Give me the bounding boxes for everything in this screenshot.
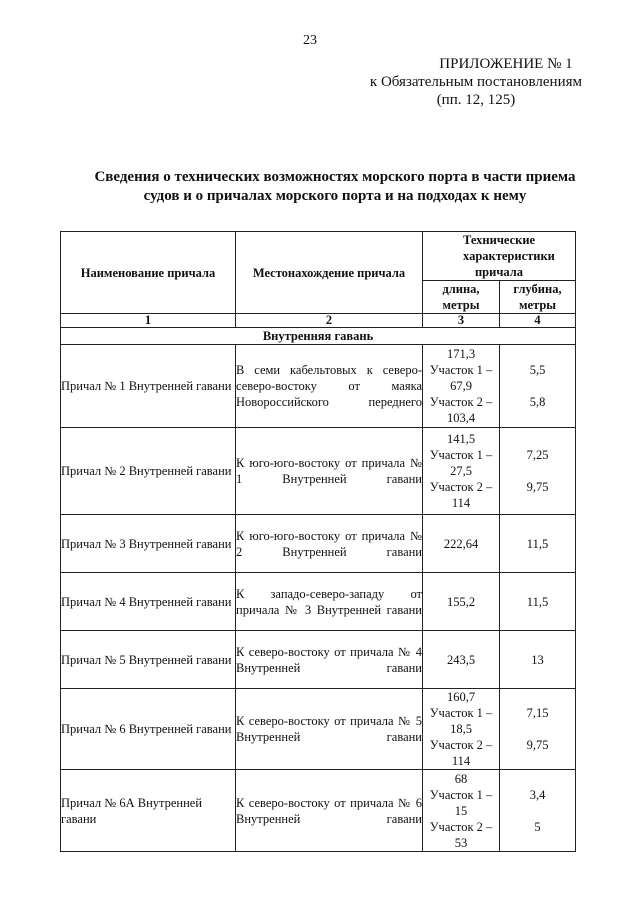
header-length: длина, метры <box>423 281 500 314</box>
section-row <box>61 328 576 345</box>
berth-location: К северо-востоку от причала № 5 Внутренней гавани <box>236 689 423 770</box>
berth-name: Причал № 3 Внутренней гавани <box>61 515 236 573</box>
berth-location: В семи кабельтовых к северо-северо-востоку от маяка Новороссийского переднего <box>236 345 423 428</box>
length-line: Участок 1 – <box>429 706 493 720</box>
length-line: 114 <box>451 496 471 510</box>
length-line: Участок 2 – <box>429 395 493 409</box>
berth-name: Причал № 6 Внутренней гавани <box>61 689 236 770</box>
depth-value: 9,75 <box>526 738 549 752</box>
header-name: Наименование причала <box>61 232 236 314</box>
table-row <box>61 689 576 770</box>
berth-depth <box>500 770 576 852</box>
length-line: 160,7 <box>446 690 476 704</box>
berth-length <box>423 345 500 428</box>
column-number: 4 <box>500 314 576 328</box>
berth-location: К северо-востоку от причала № 4 Внутренней гавани <box>236 631 423 689</box>
length-line: 15 <box>454 803 468 818</box>
table-row <box>61 428 576 515</box>
length-line: 53 <box>454 835 468 850</box>
heading-line-2: судов и о причалах морского порта и на подходах к нему <box>143 188 527 204</box>
length-line: 222,64 <box>443 536 479 551</box>
column-numbers-row <box>61 314 576 328</box>
page-number: 23 <box>303 33 317 48</box>
appendix-title: ПРИЛОЖЕНИЕ № 1 <box>439 56 573 72</box>
header-tech: Технические характеристики причала <box>423 232 576 281</box>
length-line: 171,3 <box>446 347 476 361</box>
berth-depth <box>500 631 576 689</box>
berth-length <box>423 573 500 631</box>
depth-value: 9,75 <box>526 480 549 494</box>
berth-length <box>423 689 500 770</box>
berth-name: Причал № 1 Внутренней гавани <box>61 345 236 428</box>
length-line: Участок 2 – <box>429 738 493 752</box>
column-number: 1 <box>61 314 236 328</box>
berth-depth <box>500 428 576 515</box>
berth-depth <box>500 515 576 573</box>
document-heading <box>85 168 585 206</box>
berth-name: Причал № 2 Внутренней гавани <box>61 428 236 515</box>
berth-name: Причал № 5 Внутренней гавани <box>61 631 236 689</box>
length-line: 18,5 <box>450 722 472 736</box>
depth-spacer <box>500 378 575 394</box>
length-line: 103,4 <box>446 411 476 425</box>
column-number: 3 <box>423 314 500 328</box>
berth-location: К юго-юго-востоку от причала № 2 Внутренней гавани <box>236 515 423 573</box>
berth-depth <box>500 689 576 770</box>
length-line: Участок 2 – <box>429 819 493 834</box>
depth-spacer <box>500 721 575 737</box>
header-depth: глубина, метры <box>500 281 576 314</box>
berth-length <box>423 631 500 689</box>
length-line: 114 <box>451 754 471 768</box>
column-number: 2 <box>236 314 423 328</box>
length-line: 27,5 <box>450 464 472 478</box>
berth-length <box>423 428 500 515</box>
berth-location: К западо-северо-западу от причала № 3 Внутренней гавани <box>236 573 423 631</box>
length-line: 141,5 <box>446 432 476 446</box>
depth-value: 11,5 <box>526 536 549 551</box>
depth-spacer <box>500 803 575 819</box>
appendix-reference: к Обязательным постановлениям <box>369 74 582 90</box>
berth-location: К северо-востоку от причала № 6 Внутренней гавани <box>236 770 423 852</box>
table-row <box>61 770 576 852</box>
depth-value: 7,25 <box>526 448 549 462</box>
length-line: Участок 2 – <box>429 480 493 494</box>
depth-value: 5,5 <box>529 363 546 377</box>
berth-depth <box>500 573 576 631</box>
depth-value: 3,4 <box>529 787 546 802</box>
table-row <box>61 515 576 573</box>
header-location: Местонахождение причала <box>236 232 423 314</box>
length-line: Участок 1 – <box>429 363 493 377</box>
table-row <box>61 345 576 428</box>
length-line: 155,2 <box>446 594 476 609</box>
depth-value: 13 <box>531 652 544 667</box>
table-row <box>61 631 576 689</box>
depth-value: 11,5 <box>526 594 549 609</box>
length-line: Участок 1 – <box>429 448 493 462</box>
depth-value: 7,15 <box>526 706 549 720</box>
depth-value: 5,8 <box>529 395 546 409</box>
appendix-block <box>370 55 582 109</box>
depth-value: 5 <box>534 819 541 834</box>
berths-table <box>60 231 576 852</box>
berth-name: Причал № 4 Внутренней гавани <box>61 573 236 631</box>
depth-spacer <box>500 463 575 479</box>
length-line: Участок 1 – <box>429 787 493 802</box>
berth-location: К юго-юго-востоку от причала № 1 Внутренней гавани <box>236 428 423 515</box>
berth-length <box>423 770 500 852</box>
length-line: 67,9 <box>450 379 472 393</box>
heading-line-1: Сведения о технических возможностях морского порта в части приема <box>94 169 576 185</box>
appendix-clauses: (пп. 12, 125) <box>436 92 516 108</box>
section-title: Внутренняя гавань <box>61 328 576 345</box>
berth-length <box>423 515 500 573</box>
length-line: 243,5 <box>446 652 476 667</box>
berth-depth <box>500 345 576 428</box>
length-line: 68 <box>454 771 468 786</box>
berth-name: Причал № 6А Внутренней гавани <box>61 770 236 852</box>
table-row <box>61 573 576 631</box>
